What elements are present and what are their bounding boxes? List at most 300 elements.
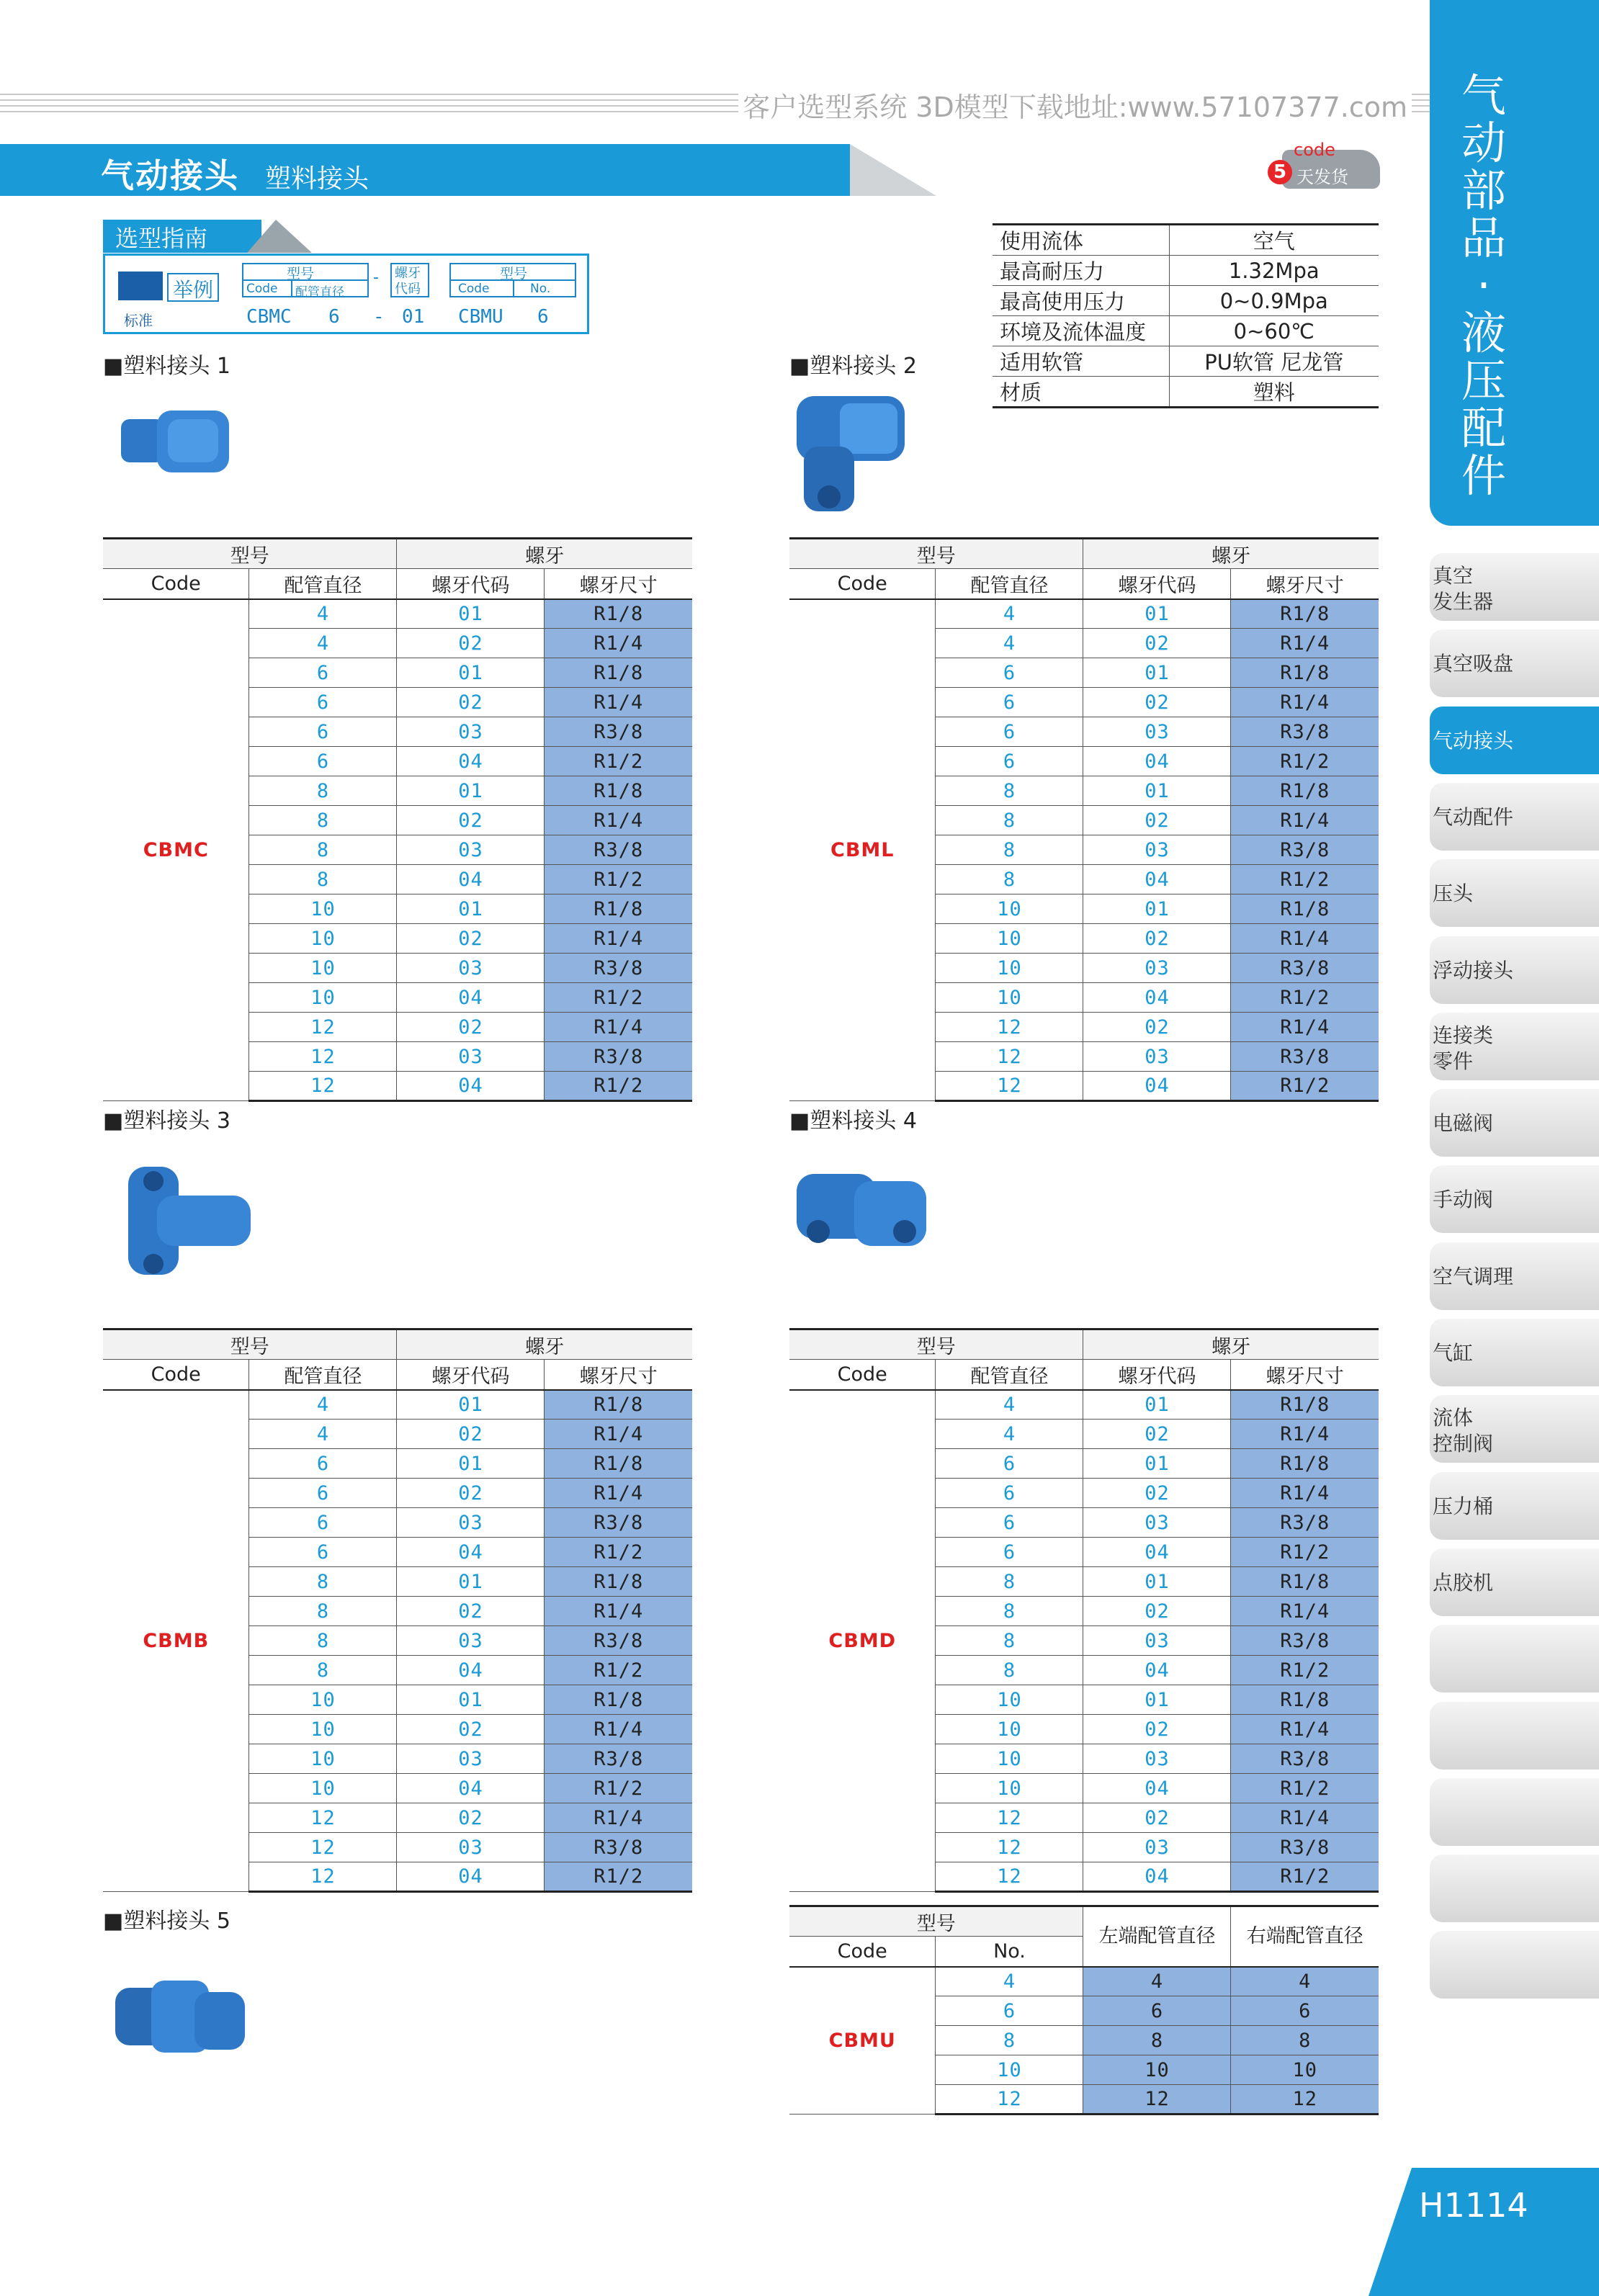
cell-thread-code: 02: [1083, 924, 1231, 954]
cell-pipe: 12: [249, 1803, 397, 1833]
section-title-4: ■塑料接头 4: [789, 1108, 917, 1134]
cell-pipe: 8: [936, 1656, 1083, 1685]
guide-ex-dash: -: [373, 306, 385, 328]
cell-thread-code: 04: [1083, 1656, 1231, 1685]
spec-row: [993, 225, 1379, 256]
cell-thread-code: 02: [1083, 1803, 1231, 1833]
cell-pipe: 12: [249, 1042, 397, 1072]
cell-thread-code: 03: [397, 1508, 545, 1538]
cell-thread-size: R1/4: [545, 629, 692, 658]
cell-thread-code: 03: [397, 1833, 545, 1862]
cell-thread-size: R1/4: [545, 806, 692, 835]
guide-model: 型号: [287, 266, 315, 282]
cell-right-pipe: 12: [1231, 2085, 1379, 2115]
sidebar-item[interactable]: [1430, 1472, 1599, 1540]
section-title-5: ■塑料接头 5: [103, 1909, 230, 1934]
cell-pipe: 8: [249, 1626, 397, 1656]
sidebar-item[interactable]: [1430, 1778, 1599, 1846]
cell-thread-code: 01: [1083, 1685, 1231, 1715]
sidebar-item-label: 真空: [1433, 564, 1474, 588]
cell-thread-code: 01: [397, 894, 545, 924]
cell-thread-size: R1/8: [1231, 1567, 1379, 1597]
cell-thread-size: R1/8: [545, 1390, 692, 1420]
cell-thread-size: R1/4: [545, 1597, 692, 1626]
cell-no: 8: [936, 2026, 1083, 2055]
cell-thread-code: 01: [397, 1685, 545, 1715]
cell-thread-size: R1/2: [545, 1774, 692, 1803]
category-title-char: 配: [1461, 402, 1506, 454]
cell-pipe: 10: [249, 1685, 397, 1715]
sidebar-item[interactable]: [1430, 629, 1599, 697]
table-cbmd: [789, 1328, 1379, 1893]
table-header: [789, 1360, 1379, 1390]
cell-thread-code: 04: [397, 1072, 545, 1101]
cell-pipe: 8: [936, 1597, 1083, 1626]
cell-pipe: 8: [249, 1656, 397, 1685]
cell-thread-code: 04: [397, 747, 545, 776]
cell-thread-size: R1/8: [1231, 776, 1379, 806]
guide-title: 选型指南: [115, 225, 208, 252]
cell-pipe: 12: [249, 1862, 397, 1892]
cell-no: 6: [936, 1996, 1083, 2026]
col-header: Code: [789, 1937, 936, 1967]
cell-left-pipe: 6: [1083, 1996, 1231, 2026]
cell-pipe: 12: [936, 1072, 1083, 1101]
cell-pipe: 4: [936, 1390, 1083, 1420]
spec-value: 塑料: [1169, 377, 1379, 408]
cell-thread-code: 01: [397, 776, 545, 806]
col-group-model: 型号: [103, 1329, 397, 1360]
cell-thread-size: R1/4: [545, 1420, 692, 1449]
col-header: 螺牙代码: [1083, 569, 1231, 599]
category-title-char: 部: [1461, 164, 1506, 217]
cell-thread-size: R3/8: [1231, 1042, 1379, 1072]
cell-thread-code: 03: [1083, 954, 1231, 983]
table-row: [103, 599, 692, 629]
cell-thread-size: R1/2: [545, 747, 692, 776]
cell-thread-size: R3/8: [1231, 1744, 1379, 1774]
cell-thread-size: R3/8: [545, 1042, 692, 1072]
cell-thread-code: 03: [1083, 717, 1231, 747]
spec-row: [993, 346, 1379, 377]
badge-text: 天发货: [1296, 167, 1348, 187]
cell-thread-code: 03: [1083, 1626, 1231, 1656]
cell-thread-code: 03: [1083, 1042, 1231, 1072]
sidebar-item-label: 气缸: [1433, 1341, 1474, 1365]
cell-thread-code: 01: [397, 1390, 545, 1420]
cell-pipe: 10: [936, 1685, 1083, 1715]
cell-pipe: 8: [936, 776, 1083, 806]
cell-thread-size: R3/8: [545, 1744, 692, 1774]
guide-thread-code: 代码: [395, 282, 421, 297]
badge-number: 5: [1268, 160, 1292, 184]
table-row: [789, 1390, 1379, 1420]
cell-pipe: 6: [936, 688, 1083, 717]
spec-value: 空气: [1169, 225, 1379, 256]
cell-thread-size: R3/8: [1231, 1626, 1379, 1656]
spec-key: 使用流体: [993, 225, 1169, 256]
cell-thread-size: R1/2: [1231, 1072, 1379, 1101]
cell-thread-code: 01: [1083, 1449, 1231, 1479]
cell-thread-code: 04: [1083, 865, 1231, 894]
category-title-char: 压: [1461, 354, 1506, 407]
product-image-straight: [114, 398, 243, 491]
spec-value: 1.32Mpa: [1169, 256, 1379, 286]
cell-thread-code: 01: [1083, 599, 1231, 629]
cell-pipe: 10: [936, 983, 1083, 1013]
sidebar-item-label: 零件: [1433, 1049, 1474, 1073]
cell-pipe: 10: [936, 1744, 1083, 1774]
spec-key: 环境及流体温度: [993, 316, 1169, 346]
cell-pipe: 10: [936, 1715, 1083, 1744]
col-header: 螺牙尺寸: [1231, 569, 1379, 599]
cell-thread-code: 02: [1083, 629, 1231, 658]
guide-no: No.: [530, 282, 551, 296]
cell-thread-code: 04: [397, 983, 545, 1013]
cell-thread-size: R1/2: [545, 1072, 692, 1101]
cell-pipe: 8: [249, 1567, 397, 1597]
section-title-3: ■塑料接头 3: [103, 1108, 230, 1134]
cell-thread-size: R1/8: [1231, 1390, 1379, 1420]
guide-standard-label: 标准: [124, 312, 153, 329]
cell-pipe: 10: [936, 954, 1083, 983]
cell-thread-code: 02: [1083, 806, 1231, 835]
cell-thread-size: R1/2: [1231, 865, 1379, 894]
col-group-thread: 螺牙: [397, 1329, 692, 1360]
cell-pipe: 6: [936, 717, 1083, 747]
cell-thread-code: 03: [397, 717, 545, 747]
product-code: CBMU: [789, 1967, 936, 2115]
product-image-union: [108, 1973, 252, 2067]
col-group-thread: 螺牙: [397, 539, 692, 569]
cell-thread-size: R1/8: [545, 1685, 692, 1715]
sidebar-item[interactable]: [1430, 783, 1599, 851]
sidebar-item-label: 真空吸盘: [1433, 652, 1514, 676]
col-header: 螺牙代码: [397, 1360, 545, 1390]
cell-thread-code: 04: [1083, 747, 1231, 776]
guide-example-label: 举例: [173, 278, 214, 302]
page-subtitle: 塑料接头: [265, 164, 369, 194]
sidebar-item[interactable]: [1430, 1319, 1599, 1386]
cell-pipe: 10: [249, 1774, 397, 1803]
cell-pipe: 4: [936, 599, 1083, 629]
cell-thread-size: R3/8: [1231, 1833, 1379, 1862]
cell-thread-code: 01: [397, 658, 545, 688]
cell-thread-code: 01: [1083, 1390, 1231, 1420]
cell-pipe: 6: [936, 1479, 1083, 1508]
cell-thread-size: R1/8: [1231, 894, 1379, 924]
cell-pipe: 12: [936, 1803, 1083, 1833]
cell-thread-size: R1/2: [545, 1862, 692, 1892]
sidebar-item-label: 点胶机: [1433, 1570, 1494, 1595]
col-header: Code: [789, 1360, 936, 1390]
guide-ex-no: 6: [537, 306, 549, 328]
cell-thread-code: 02: [1083, 1597, 1231, 1626]
cell-pipe: 6: [936, 1449, 1083, 1479]
page-title: 气动接头: [101, 156, 239, 195]
cell-thread-code: 02: [1083, 1715, 1231, 1744]
cell-thread-size: R3/8: [545, 954, 692, 983]
cell-pipe: 8: [249, 835, 397, 865]
cell-left-pipe: 12: [1083, 2085, 1231, 2115]
sidebar-item[interactable]: [1430, 859, 1599, 927]
cell-thread-size: R3/8: [545, 835, 692, 865]
table-group-header: [789, 1329, 1379, 1360]
spec-value: 0~60℃: [1169, 316, 1379, 346]
col-group-thread: 螺牙: [1083, 1329, 1379, 1360]
sidebar-item-label: 压头: [1433, 882, 1474, 906]
category-title-char: 品: [1461, 212, 1506, 264]
cell-thread-code: 01: [1083, 658, 1231, 688]
cell-thread-size: R1/8: [545, 658, 692, 688]
cell-pipe: 10: [936, 894, 1083, 924]
cell-thread-code: 01: [1083, 894, 1231, 924]
cell-thread-size: R1/4: [545, 1803, 692, 1833]
cell-thread-code: 04: [1083, 1072, 1231, 1101]
cell-pipe: 12: [936, 1013, 1083, 1042]
table-header: [103, 1360, 692, 1390]
col-header: Code: [789, 569, 936, 599]
spec-key: 适用软管: [993, 346, 1169, 377]
product-code: CBMB: [103, 1390, 249, 1892]
sidebar-item[interactable]: [1430, 1089, 1599, 1157]
cell-pipe: 6: [249, 1508, 397, 1538]
sidebar-item-label: 压力桶: [1433, 1494, 1494, 1518]
section-title-1: ■塑料接头 1: [103, 354, 230, 379]
cell-thread-code: 03: [397, 1626, 545, 1656]
sidebar-item-label: 气动接头: [1433, 728, 1514, 753]
spec-key: 最高使用压力: [993, 286, 1169, 316]
table-cbmc: [103, 537, 692, 1102]
sidebar-item[interactable]: [1430, 936, 1599, 1004]
cell-pipe: 6: [249, 688, 397, 717]
table-row: [789, 599, 1379, 629]
cell-pipe: 10: [249, 924, 397, 954]
cell-pipe: 4: [249, 1420, 397, 1449]
cell-pipe: 10: [249, 894, 397, 924]
cell-thread-size: R3/8: [1231, 717, 1379, 747]
cell-thread-size: R1/4: [545, 1013, 692, 1042]
cell-pipe: 8: [936, 1567, 1083, 1597]
cell-thread-code: 01: [397, 1449, 545, 1479]
cell-pipe: 8: [936, 865, 1083, 894]
monitor-icon: [118, 272, 154, 300]
cell-thread-size: R1/4: [1231, 1479, 1379, 1508]
cell-thread-code: 02: [397, 1479, 545, 1508]
sidebar-item[interactable]: [1430, 553, 1599, 621]
col-left-pipe: 左端配管直径: [1083, 1906, 1231, 1967]
cell-pipe: 6: [249, 717, 397, 747]
cell-pipe: 6: [936, 1538, 1083, 1567]
table-header: [789, 569, 1379, 599]
cell-thread-size: R3/8: [545, 1833, 692, 1862]
cell-thread-code: 02: [397, 1803, 545, 1833]
cell-thread-size: R1/2: [1231, 1774, 1379, 1803]
cell-thread-size: R1/2: [545, 865, 692, 894]
cell-thread-size: R1/4: [1231, 1013, 1379, 1042]
cell-pipe: 8: [249, 806, 397, 835]
cell-pipe: 8: [936, 806, 1083, 835]
table-group-header: [789, 539, 1379, 569]
sidebar-item[interactable]: [1430, 1395, 1599, 1463]
cell-thread-size: R1/4: [1231, 688, 1379, 717]
sidebar-item[interactable]: [1430, 1013, 1599, 1080]
cell-thread-size: R1/2: [1231, 747, 1379, 776]
cell-left-pipe: 10: [1083, 2055, 1231, 2085]
cell-thread-size: R1/4: [1231, 1420, 1379, 1449]
spec-row: [993, 377, 1379, 408]
cell-pipe: 8: [936, 835, 1083, 865]
sidebar-item-label: 发生器: [1433, 590, 1494, 614]
cell-thread-code: 03: [1083, 1833, 1231, 1862]
guide-ex-code-2: CBMU: [458, 306, 503, 328]
cell-thread-code: 03: [1083, 1508, 1231, 1538]
cell-pipe: 4: [249, 629, 397, 658]
cell-pipe: 6: [936, 747, 1083, 776]
cell-thread-size: R1/2: [1231, 1862, 1379, 1892]
cell-pipe: 10: [249, 1715, 397, 1744]
sidebar-item[interactable]: [1430, 1625, 1599, 1692]
cell-thread-size: R1/8: [545, 776, 692, 806]
category-title-char: ·: [1477, 259, 1491, 312]
spec-value: PU软管 尼龙管: [1169, 346, 1379, 377]
cell-left-pipe: 8: [1083, 2026, 1231, 2055]
col-header: 螺牙代码: [397, 569, 545, 599]
cell-pipe: 12: [936, 1862, 1083, 1892]
col-right-pipe: 右端配管直径: [1231, 1906, 1379, 1967]
sidebar-item[interactable]: [1430, 1548, 1599, 1616]
product-code: CBMC: [103, 599, 249, 1101]
col-header: 螺牙尺寸: [545, 1360, 692, 1390]
guide-code: Code: [246, 282, 278, 296]
cell-thread-code: 04: [397, 1862, 545, 1892]
watermark-url: 客户选型系统 3D模型下载地址:www.57107377.com: [738, 85, 1412, 125]
cell-thread-code: 02: [397, 806, 545, 835]
cell-pipe: 12: [249, 1013, 397, 1042]
spec-row: [993, 286, 1379, 316]
product-code: CBML: [789, 599, 936, 1101]
cell-pipe: 12: [936, 1042, 1083, 1072]
cell-thread-size: R1/8: [1231, 1449, 1379, 1479]
cell-thread-size: R1/4: [545, 1479, 692, 1508]
cell-pipe: 8: [936, 1626, 1083, 1656]
cell-pipe: 4: [936, 1420, 1083, 1449]
cell-no: 10: [936, 2055, 1083, 2085]
col-header: 螺牙尺寸: [545, 569, 692, 599]
cell-thread-code: 03: [397, 1042, 545, 1072]
sidebar-item-label: 控制阀: [1433, 1432, 1494, 1456]
page-number: H1114: [1419, 2186, 1528, 2225]
table-group-header: [103, 1329, 692, 1360]
cell-thread-code: 03: [1083, 1744, 1231, 1774]
sidebar-item[interactable]: [1430, 1931, 1599, 1999]
guide-ex-thread: 01: [402, 306, 425, 328]
cell-thread-code: 04: [1083, 983, 1231, 1013]
cell-thread-code: 01: [397, 599, 545, 629]
cell-thread-size: R1/4: [545, 1715, 692, 1744]
cell-thread-size: R1/2: [1231, 983, 1379, 1013]
cell-thread-code: 01: [397, 1567, 545, 1597]
sidebar-item-label: 空气调理: [1433, 1264, 1514, 1288]
table-group-header: [789, 1906, 1379, 1937]
sidebar-item-label: 流体: [1433, 1406, 1474, 1430]
guide-thread: 螺牙: [395, 266, 421, 281]
cell-thread-code: 02: [1083, 688, 1231, 717]
cell-thread-size: R1/4: [545, 688, 692, 717]
cell-left-pipe: 4: [1083, 1967, 1231, 1996]
cell-thread-code: 03: [397, 835, 545, 865]
cell-pipe: 4: [936, 629, 1083, 658]
sidebar-item-label: 手动阀: [1433, 1188, 1494, 1212]
cell-thread-code: 02: [397, 1013, 545, 1042]
cell-thread-size: R1/4: [1231, 629, 1379, 658]
cell-pipe: 8: [249, 865, 397, 894]
cell-thread-size: R1/8: [1231, 658, 1379, 688]
sidebar-item[interactable]: [1430, 1165, 1599, 1233]
sidebar-item[interactable]: [1430, 707, 1599, 774]
table-row: [789, 1967, 1379, 1996]
cell-thread-code: 02: [1083, 1479, 1231, 1508]
cell-thread-size: R1/4: [1231, 806, 1379, 835]
cell-thread-code: 04: [1083, 1538, 1231, 1567]
cell-thread-size: R1/8: [1231, 599, 1379, 629]
sidebar-item-label: 电磁阀: [1433, 1111, 1494, 1136]
guide-ex-pipe: 6: [328, 306, 340, 328]
category-title: [1455, 69, 1513, 502]
sidebar-item[interactable]: [1430, 1855, 1599, 1922]
guide-pipe: 配管直径: [295, 285, 344, 300]
cell-thread-code: 02: [397, 688, 545, 717]
product-image-branch: [789, 1160, 933, 1268]
table-cbml: [789, 537, 1379, 1102]
cell-pipe: 6: [249, 1538, 397, 1567]
col-group-model: 型号: [789, 1329, 1083, 1360]
col-header: Code: [103, 1360, 249, 1390]
cell-pipe: 8: [249, 1597, 397, 1626]
guide-example-box: 举例 标准 型号 Code 配管直径 - 螺牙 代码 型号 Code No. CBMC 6 - 01 CBMU 6: [103, 254, 589, 334]
cell-pipe: 10: [249, 1744, 397, 1774]
sidebar-item[interactable]: [1430, 1702, 1599, 1770]
cell-thread-size: R1/2: [1231, 1656, 1379, 1685]
cell-thread-code: 03: [1083, 835, 1231, 865]
cell-pipe: 12: [249, 1833, 397, 1862]
cell-thread-size: R1/2: [545, 1538, 692, 1567]
cell-pipe: 6: [936, 658, 1083, 688]
col-group-model: 型号: [789, 539, 1083, 569]
sidebar-item[interactable]: [1430, 1242, 1599, 1310]
cell-thread-code: 02: [397, 924, 545, 954]
cell-thread-code: 04: [397, 865, 545, 894]
cell-thread-size: R1/2: [545, 983, 692, 1013]
table-group-header: [103, 539, 692, 569]
col-header: 配管直径: [936, 569, 1083, 599]
cell-thread-size: R1/8: [545, 1449, 692, 1479]
col-header: No.: [936, 1937, 1083, 1967]
col-header: Code: [103, 569, 249, 599]
col-group-thread: 螺牙: [1083, 539, 1379, 569]
cell-pipe: 10: [936, 924, 1083, 954]
cell-thread-size: R3/8: [545, 717, 692, 747]
guide-ex-code: CBMC: [246, 306, 292, 328]
cell-thread-code: 02: [397, 1715, 545, 1744]
cell-thread-size: R1/4: [1231, 1803, 1379, 1833]
product-image-elbow: [789, 382, 919, 519]
col-header: 螺牙尺寸: [1231, 1360, 1379, 1390]
spec-key: 材质: [993, 377, 1169, 408]
sidebar-item-label: 气动配件: [1433, 804, 1514, 829]
category-title-char: 件: [1461, 449, 1506, 502]
cell-pipe: 12: [936, 1833, 1083, 1862]
